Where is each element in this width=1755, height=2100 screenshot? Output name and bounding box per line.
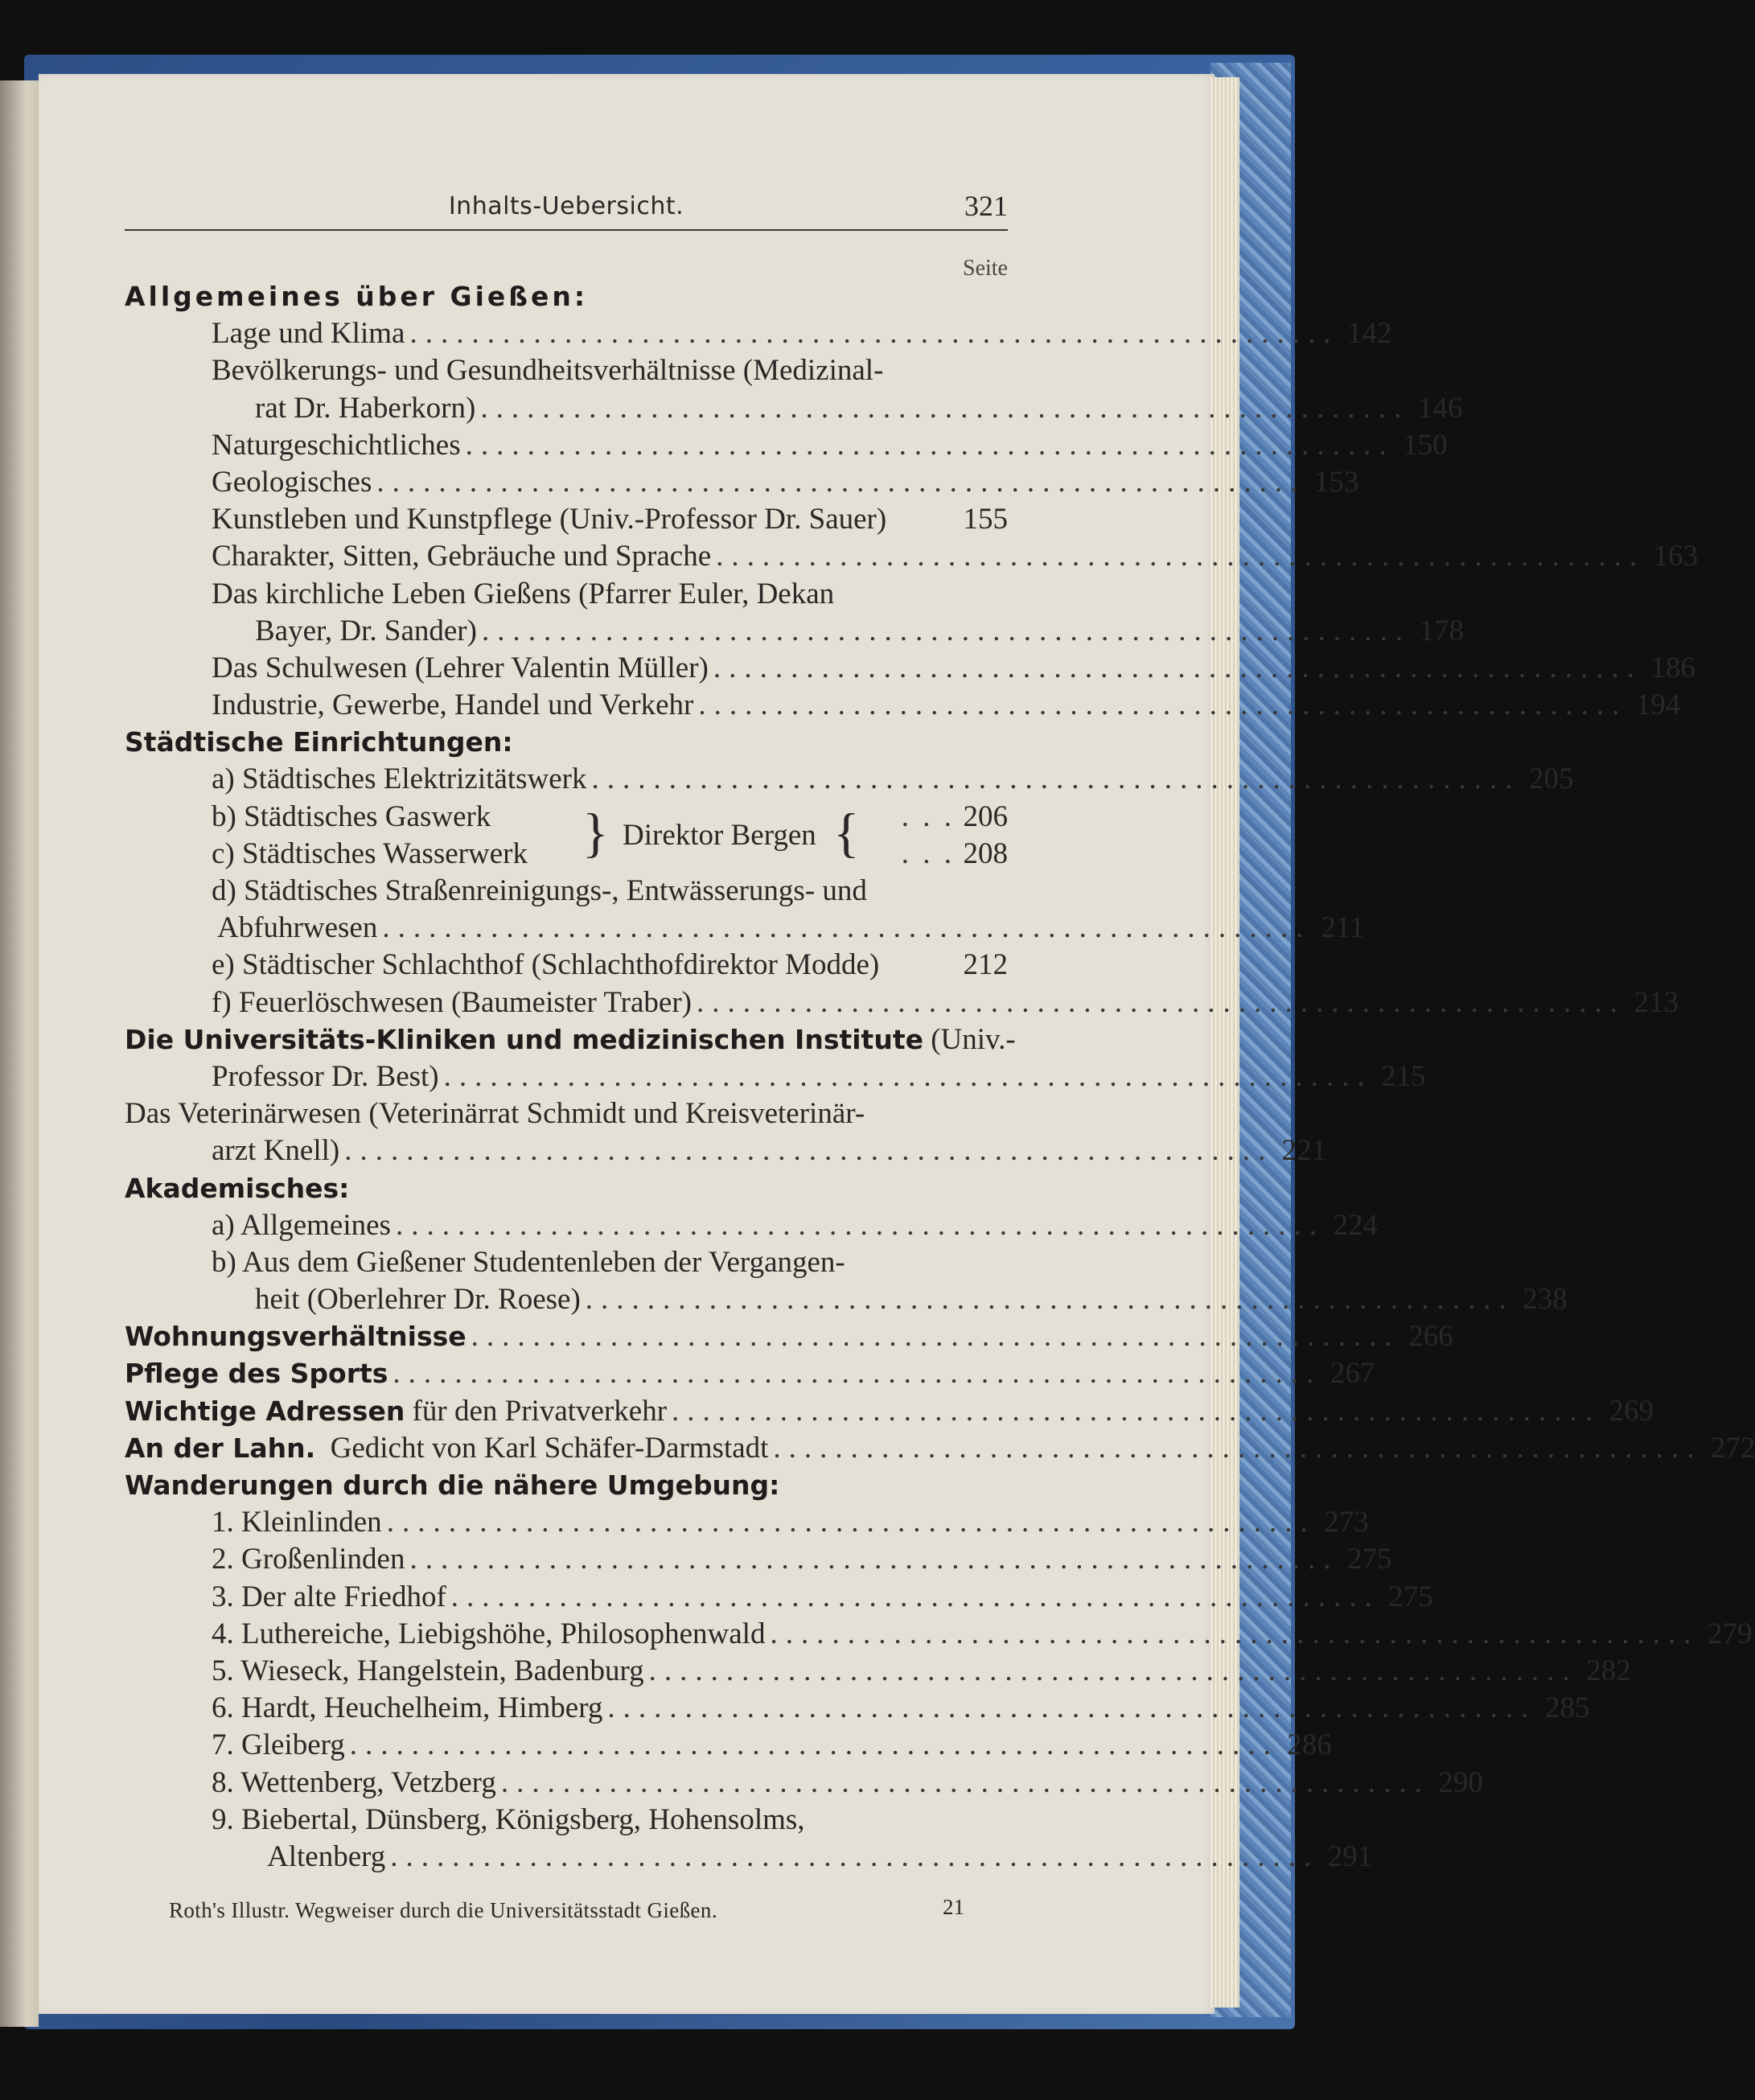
toc-entry-title: Die Universitäts-Kliniken und medizinischen Institute <box>125 1023 923 1055</box>
toc-entry-title: arzt Knell) <box>212 1134 340 1168</box>
footer-title: Roth's Illustr. Wegweiser durch die Universitätsstadt Gießen. <box>169 1898 717 1922</box>
toc-entry-page: 275 <box>1388 1580 1433 1613</box>
toc-entry-title: Pflege des Sports <box>125 1358 388 1390</box>
toc-entry <box>125 1355 1375 1392</box>
leader-dots: ............................................................ <box>698 688 1628 722</box>
toc-entry <box>125 947 1008 984</box>
toc-entry-title: Naturgeschichtliches <box>212 428 461 462</box>
leader-dots: ............................................................ <box>382 911 1312 945</box>
toc-entry <box>125 576 1008 613</box>
toc-entry-page: 213 <box>1634 985 1679 1019</box>
leader-dots: ............................................................ <box>443 1059 1373 1093</box>
left-page-edge <box>0 80 39 2027</box>
toc-entry-suffix: Gedicht von Karl Schäfer-Darmstadt <box>315 1431 769 1465</box>
toc-entry-title: Abfuhrwesen <box>217 911 378 945</box>
leader-dots: ............................................................ <box>395 1208 1325 1242</box>
toc-entry <box>125 650 1695 687</box>
right-brace-icon: } <box>582 801 609 863</box>
toc-entry <box>125 1727 1332 1764</box>
toc-entry <box>125 278 1008 315</box>
leader-dots: ............................................................ <box>349 1728 1279 1762</box>
toc-entry <box>125 315 1392 352</box>
toc-entry <box>125 1318 1453 1355</box>
toc-entry <box>125 724 1008 761</box>
leader-dots: ............................................................ <box>376 465 1306 499</box>
toc-entry-title: e) Städtischer Schlachthof (Schlachthofdirektor Modde) <box>212 948 880 982</box>
toc-entry-title: Lage und Klima <box>212 317 405 351</box>
toc-entry-title: 7. Gleiberg <box>212 1728 345 1762</box>
toc-entry <box>125 1393 1654 1430</box>
toc-entry-title: An der Lahn. <box>125 1432 316 1464</box>
toc-entry <box>125 1132 1327 1169</box>
toc-entry-page: 178 <box>1419 614 1464 647</box>
toc-entry <box>125 1058 1426 1095</box>
leader-dots: . . . <box>901 836 955 870</box>
toc-entry <box>125 352 1008 389</box>
toc-entry-title: Professor Dr. Best) <box>212 1059 439 1093</box>
toc-entry-title: Das Schulwesen (Lehrer Valentin Müller) <box>212 651 709 684</box>
footer-signature: 21 <box>943 1895 964 1919</box>
toc-entry-page: 224 <box>1333 1208 1378 1242</box>
toc-entry-page: 186 <box>1650 651 1695 684</box>
toc-entry-title: 8. Wettenberg, Vetzberg <box>212 1765 496 1799</box>
toc-entry <box>125 538 1699 575</box>
toc-entry <box>125 761 1574 798</box>
leader-dots: ............................................................ <box>585 1283 1515 1317</box>
toc-entry-title: 9. Biebertal, Dünsberg, Königsberg, Hohensolms, <box>212 1802 805 1836</box>
toc-entry <box>125 1541 1392 1578</box>
toc-entry-page: 279 <box>1707 1617 1753 1650</box>
toc-entry <box>125 1504 1369 1541</box>
leader-dots: ............................................................ <box>480 391 1410 425</box>
toc-entry-page: 282 <box>1586 1654 1631 1687</box>
toc-entry-title: 1. Kleinlinden <box>212 1506 382 1539</box>
leader-dots: ............................................................ <box>773 1431 1703 1465</box>
toc-entry-suffix: für den Privatverkehr <box>405 1394 668 1428</box>
toc-entry <box>125 1653 1631 1690</box>
toc-entry <box>125 1690 1590 1727</box>
leader-dots: . . . <box>901 799 955 833</box>
toc-entry <box>125 873 1008 910</box>
toc-entry-title: 2. Großenlinden <box>212 1543 405 1576</box>
running-header <box>125 189 1008 231</box>
toc-entry-page: 212 <box>963 948 1008 982</box>
leader-dots: ............................................................ <box>713 651 1642 684</box>
toc-entry-title: Geologisches <box>212 465 372 499</box>
toc-entry-page: 221 <box>1281 1134 1327 1168</box>
toc-entry-title: Allgemeines über Gießen: <box>125 281 589 312</box>
toc-entry <box>125 836 1008 873</box>
toc-entry-title: 6. Hardt, Heuchelheim, Himberg <box>212 1691 603 1725</box>
toc-entry-title: Das kirchliche Leben Gießens (Pfarrer Euler, Dekan <box>212 577 835 610</box>
toc-entry-page: 205 <box>1528 762 1574 796</box>
toc-entry-title: d) Städtisches Straßenreinigungs-, Entwässerungs- und <box>212 874 867 907</box>
leader-dots: ............................................................ <box>465 428 1395 462</box>
toc-entry-page: 273 <box>1324 1506 1369 1539</box>
leader-dots: ............................................................ <box>390 1839 1320 1873</box>
toc-entry-title: Industrie, Gewerbe, Handel und Verkehr <box>212 688 694 722</box>
toc-entry-title: 3. Der alte Friedhof <box>212 1580 446 1613</box>
toc-entry <box>125 1244 1008 1281</box>
toc-entry <box>125 427 1448 464</box>
toc-entry-page: 285 <box>1544 1691 1590 1725</box>
toc-entry-page: 211 <box>1321 911 1365 945</box>
toc-entry-title: Kunstleben und Kunstpflege (Univ.-Professor Dr. Sauer) <box>212 503 887 536</box>
toc-entry-title: Charakter, Sitten, Gebräuche und Sprache <box>212 540 712 573</box>
toc-entry-title: rat Dr. Haberkorn) <box>255 391 476 425</box>
toc-entry-title: Städtische Einrichtungen: <box>125 726 513 758</box>
leader-dots: ............................................................ <box>696 985 1626 1019</box>
toc-entry-page: 153 <box>1313 465 1359 499</box>
leader-dots: ............................................................ <box>716 540 1646 573</box>
leader-dots: ............................................................ <box>648 1654 1578 1687</box>
toc-entry-page: 163 <box>1653 540 1699 573</box>
toc-entry-page: 290 <box>1438 1765 1483 1799</box>
table-of-contents <box>125 278 1755 1876</box>
toc-entry-title: Das Veterinärwesen (Veterinärrat Schmidt und Kreisveterinär- <box>125 1097 865 1131</box>
toc-entry-page: 286 <box>1287 1728 1332 1762</box>
toc-entry <box>125 1802 1008 1839</box>
leader-dots: ............................................................ <box>500 1765 1430 1799</box>
toc-entry <box>125 1579 1433 1616</box>
toc-entry-title: Wichtige Adressen <box>125 1395 405 1427</box>
toc-entry-title: Altenberg <box>267 1839 386 1873</box>
toc-entry <box>125 1839 1373 1876</box>
toc-entry <box>125 1021 1016 1058</box>
toc-entry-page: 206 <box>963 799 1008 833</box>
toc-entry-title: heit (Oberlehrer Dr. Roese) <box>255 1283 581 1317</box>
brace-label: Direktor Bergen <box>623 818 816 852</box>
toc-entry-page: 215 <box>1381 1059 1426 1093</box>
leader-dots: ............................................................ <box>591 762 1521 796</box>
leader-dots: ............................................................ <box>409 317 1339 351</box>
toc-entry-title: 5. Wieseck, Hangelstein, Badenburg <box>212 1654 644 1687</box>
leader-dots: ............................................................ <box>770 1617 1700 1650</box>
toc-entry-title: b) Städtisches Gaswerk <box>212 799 491 833</box>
toc-entry <box>125 984 1679 1021</box>
toc-entry <box>125 1467 1008 1504</box>
leader-dots: ............................................................ <box>607 1691 1537 1725</box>
toc-entry-page: 267 <box>1330 1357 1375 1391</box>
leader-dots: ............................................................ <box>450 1580 1380 1613</box>
leader-dots: ............................................................ <box>471 1320 1400 1354</box>
toc-entry <box>125 1207 1378 1244</box>
toc-entry-title: Wanderungen durch die nähere Umgebung: <box>125 1469 780 1501</box>
toc-entry-page: 291 <box>1327 1839 1373 1873</box>
seite-label: Seite <box>963 256 1008 281</box>
toc-entry <box>125 501 1008 538</box>
toc-entry-title: Wohnungsverhältnisse <box>125 1321 466 1353</box>
toc-entry-page: 142 <box>1346 317 1392 351</box>
toc-entry-page: 155 <box>963 503 1008 536</box>
toc-entry-page: 194 <box>1635 688 1681 722</box>
toc-entry <box>125 687 1681 724</box>
toc-entry-page: 208 <box>963 836 1008 870</box>
toc-entry-page: 269 <box>1609 1394 1654 1428</box>
toc-entry <box>125 1095 1008 1132</box>
brace-group <box>582 799 860 873</box>
page-number: 321 <box>964 190 1008 222</box>
toc-entry-suffix: (Univ.- <box>923 1022 1016 1056</box>
toc-entry <box>125 1616 1753 1653</box>
toc-entry-title: f) Feuerlöschwesen (Baumeister Traber) <box>212 985 692 1019</box>
leader-dots: ............................................................ <box>481 614 1411 647</box>
toc-entry <box>125 1281 1568 1318</box>
toc-entry <box>125 910 1365 947</box>
toc-entry-title: a) Allgemeines <box>212 1208 391 1242</box>
left-brace-icon: { <box>833 801 860 863</box>
toc-entry-title: Bevölkerungs- und Gesundheitsverhältnisse (Medizinal- <box>212 354 884 388</box>
leader-dots: ............................................................ <box>386 1506 1316 1539</box>
toc-entry-page: 275 <box>1346 1543 1392 1576</box>
toc-entry <box>125 390 1463 427</box>
toc-entry-title: c) Städtisches Wasserwerk <box>212 836 528 870</box>
header-title: Inhalts-Uebersicht. <box>448 192 684 220</box>
toc-entry-page: 150 <box>1403 428 1448 462</box>
toc-entry-title: 4. Luthereiche, Liebigshöhe, Philosophenwald <box>212 1617 766 1650</box>
toc-entry <box>125 1765 1483 1802</box>
toc-entry-page: 266 <box>1408 1320 1453 1354</box>
leader-dots: ............................................................ <box>393 1357 1322 1391</box>
leader-dots: ............................................................ <box>409 1543 1339 1576</box>
toc-entry <box>125 613 1464 650</box>
toc-entry-page: 238 <box>1523 1283 1568 1317</box>
toc-entry-page: 146 <box>1417 391 1463 425</box>
toc-entry <box>125 1170 1008 1207</box>
toc-entry <box>125 1430 1755 1467</box>
toc-entry-title: a) Städtisches Elektrizitätswerk <box>212 762 587 796</box>
toc-entry-title: b) Aus dem Gießener Studentenleben der Vergangen- <box>212 1245 845 1279</box>
leader-dots: ............................................................ <box>672 1394 1601 1428</box>
toc-entry-title: Bayer, Dr. Sander) <box>255 614 477 647</box>
toc-entry <box>125 464 1359 501</box>
toc-entry-title: Akademisches: <box>125 1172 350 1204</box>
toc-entry-page: 272 <box>1710 1431 1755 1465</box>
leader-dots: ............................................................ <box>344 1134 1274 1168</box>
